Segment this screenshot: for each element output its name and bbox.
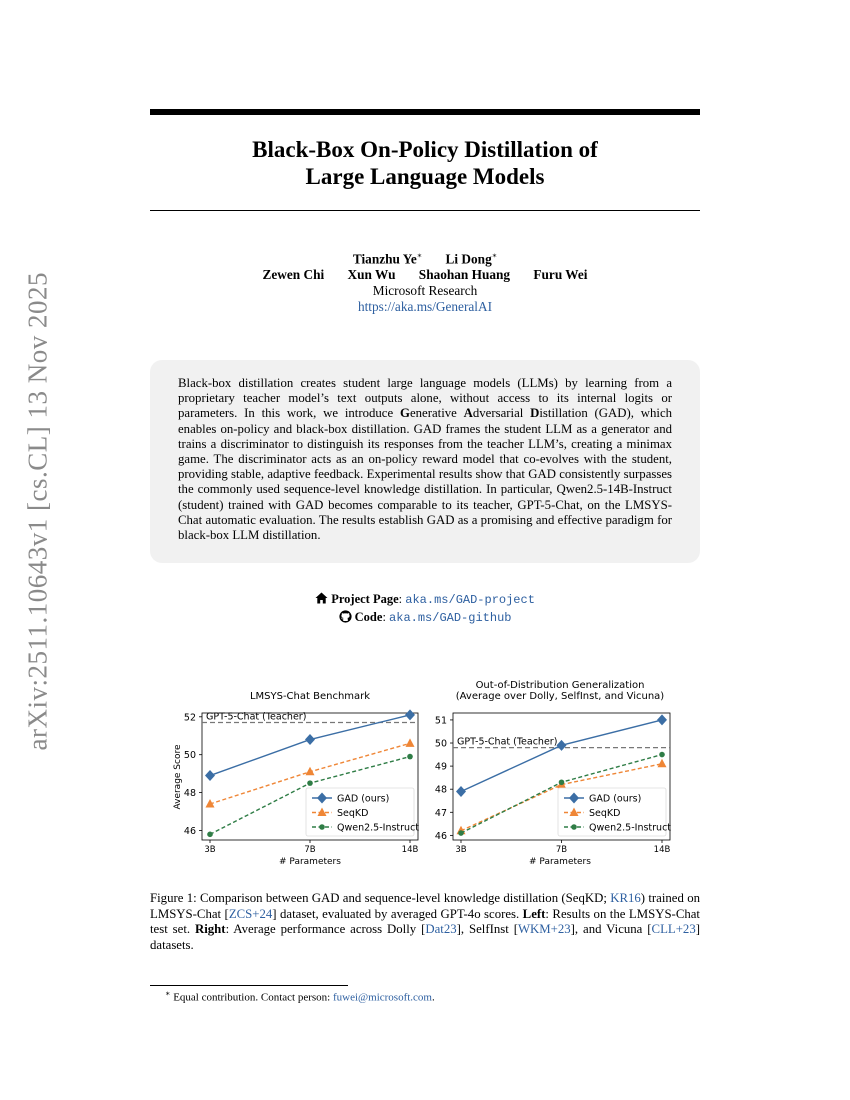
plot-area (435, 713, 671, 855)
data-point (658, 759, 667, 768)
chart-subtitle: (Average over Dolly, SelfInst, and Vicuna) (455, 691, 665, 702)
x-tick-label: 3B (204, 845, 216, 855)
author-name: Tianzhu Ye (352, 251, 417, 267)
data-point (559, 779, 565, 785)
series-line (210, 715, 410, 776)
data-point (406, 738, 415, 747)
affiliation: Microsoft Research (372, 283, 478, 299)
abstract-bold-letter: D (530, 406, 540, 421)
data-point (456, 786, 466, 797)
legend-marker (571, 824, 577, 830)
caption-text: ] dataset, evaluated by averaged GPT-4o scores. (272, 906, 523, 921)
data-point (306, 767, 315, 776)
footnote-mark: ∗ (165, 989, 171, 998)
citation-link[interactable]: Dat23 (425, 922, 457, 936)
citation-link[interactable]: WKM+23 (517, 922, 571, 936)
author-name: Furu Wei (533, 267, 588, 283)
author-name: Zewen Chi (262, 267, 325, 283)
y-tick-label: 52 (183, 712, 196, 724)
title-bottom-rule (150, 210, 700, 211)
abstract-part: Black-box distillation creates student large language models (LLMs) by learning from a proprietary teacher model’s text outputs alone, without access to its internal logits or parameters. In this work, we introduce (178, 376, 672, 421)
x-tick-label: 14B (401, 845, 419, 855)
citation-link[interactable]: KR16 (610, 891, 641, 905)
caption-label: Figure 1: (150, 891, 197, 905)
abstract-bold-letter: G (399, 406, 410, 421)
abstract-part: dversarial (472, 406, 531, 421)
equal-contribution-mark: ∗ (416, 251, 423, 260)
data-point (557, 740, 567, 751)
y-tick-label: 46 (183, 826, 196, 838)
caption-text: ], and Vicuna [ (570, 922, 652, 936)
code-link[interactable]: aka.ms/GAD-github (389, 611, 512, 625)
x-tick-label: 7B (555, 845, 568, 855)
footnote-rule (150, 985, 348, 986)
code-label: Code (354, 610, 383, 624)
footnote-text: . (432, 991, 435, 1004)
footnote-text: Equal contribution. Contact person: (170, 991, 333, 1004)
y-tick-label: 50 (434, 738, 447, 750)
author-name: Xun Wu (347, 267, 396, 283)
equal-contribution-mark: ∗ (491, 251, 498, 260)
title-line-1: Black-Box On-Policy Distillation of (252, 137, 598, 162)
footnote (165, 987, 705, 1005)
caption-text: : Results on the LMSYS-Chat test set. (150, 906, 700, 936)
chart-title: LMSYS-Chat Benchmark (249, 691, 371, 702)
legend-entry: Qwen2.5-Instruct (589, 822, 672, 834)
x-axis-label: # Parameters (279, 857, 341, 867)
teacher-reference-label: GPT-5-Chat (Teacher) (206, 711, 307, 723)
legend-entry: SeqKD (337, 808, 369, 819)
arxiv-identifier: arXiv:2511.10643v1 [cs.CL] 13 Nov 2025 (22, 272, 53, 751)
data-point (205, 770, 215, 781)
legend-marker (319, 824, 325, 830)
title-line-2: Large Language Models (305, 164, 545, 189)
caption-bold: Left (522, 906, 546, 921)
authors-row-1 (150, 248, 700, 267)
y-tick-label: 49 (434, 761, 447, 773)
legend-entry: Qwen2.5-Instruct (337, 822, 420, 834)
data-point (307, 780, 313, 786)
x-tick-label: 14B (653, 845, 671, 855)
caption-text: ) trained on LMSYS-Chat [ (150, 891, 700, 921)
abstract-part: enerative (409, 406, 464, 421)
affiliation-url-link[interactable]: https://aka.ms/GeneralAI (357, 299, 493, 315)
caption-text: : Average performance across Dolly [ (225, 922, 426, 936)
contact-email-link[interactable]: fuwei@microsoft.com (332, 991, 432, 1004)
author-name: Shaohan Huang (418, 267, 511, 283)
home-icon (315, 592, 328, 604)
project-page-label: Project Page (331, 592, 399, 606)
x-axis-label: # Parameters (529, 857, 591, 867)
figure-caption (150, 891, 700, 953)
chart-ood-generalization (430, 676, 700, 870)
paper-title (150, 136, 700, 190)
chart-title: Out-of-Distribution Generalization (475, 680, 645, 691)
abstract-part: istillation (GAD), which enables on-policy and black-box distillation. GAD frames the student LLM as a generator and trains a discriminator to distinguish its responses from the teacher LLM’s, creating a minimax game. The discriminator acts as an on-policy reward model that co-evolves with the student, providing stable, adaptive feedback. Experimental results show that GAD consistently surpasses the commonly used sequence-level knowledge distillation. In particular, Qwen2.5-14B-Instruct (student) trained with GAD becomes comparable to its teacher, GPT-5-Chat, on the LMSYS-Chat automatic evaluation. The results establish GAD as a promising and effective paradigm for black-box LLM distillation. (178, 406, 673, 543)
plot-area (184, 709, 419, 855)
author-block (150, 248, 700, 315)
y-axis-label: Average Score (173, 744, 183, 810)
legend-entry: GAD (ours) (337, 793, 390, 805)
project-page-row: Project Page: aka.ms/GAD-project (150, 591, 700, 609)
data-point (405, 709, 415, 720)
data-point (657, 714, 667, 725)
legend-entry: SeqKD (589, 808, 621, 819)
data-point (305, 734, 315, 745)
y-tick-label: 48 (183, 788, 196, 800)
citation-link[interactable]: CLL+23 (651, 922, 696, 936)
title-top-rule (150, 109, 700, 115)
caption-text: Comparison between GAD and sequence-level knowledge distillation (SeqKD; (199, 891, 611, 905)
y-tick-label: 48 (434, 784, 447, 796)
y-tick-label: 51 (434, 715, 447, 727)
x-tick-label: 7B (304, 845, 316, 855)
data-point (458, 830, 464, 836)
data-point (659, 752, 665, 758)
x-tick-label: 3B (455, 845, 467, 855)
caption-bold: Right (194, 922, 226, 936)
y-tick-label: 47 (434, 807, 447, 819)
project-page-link[interactable]: aka.ms/GAD-project (405, 593, 535, 607)
code-row: Code: aka.ms/GAD-github (150, 609, 700, 627)
authors-row-2 (150, 267, 700, 283)
caption-text: ] datasets. (150, 922, 700, 952)
data-point (207, 832, 213, 838)
citation-link[interactable]: ZCS+24 (228, 906, 273, 921)
github-icon (339, 610, 352, 623)
author-name: Li Dong (445, 251, 492, 267)
caption-text: ], SelfInst [ (456, 922, 518, 936)
y-tick-label: 50 (183, 750, 196, 762)
project-links (150, 591, 700, 627)
abstract-text (178, 376, 672, 543)
chart-lmsys-chat (150, 680, 430, 870)
teacher-reference-label: GPT-5-Chat (Teacher) (457, 736, 558, 748)
y-tick-label: 46 (434, 830, 447, 842)
abstract-bold-letter: A (463, 406, 473, 421)
legend-entry: GAD (ours) (589, 793, 642, 805)
data-point (407, 754, 413, 760)
